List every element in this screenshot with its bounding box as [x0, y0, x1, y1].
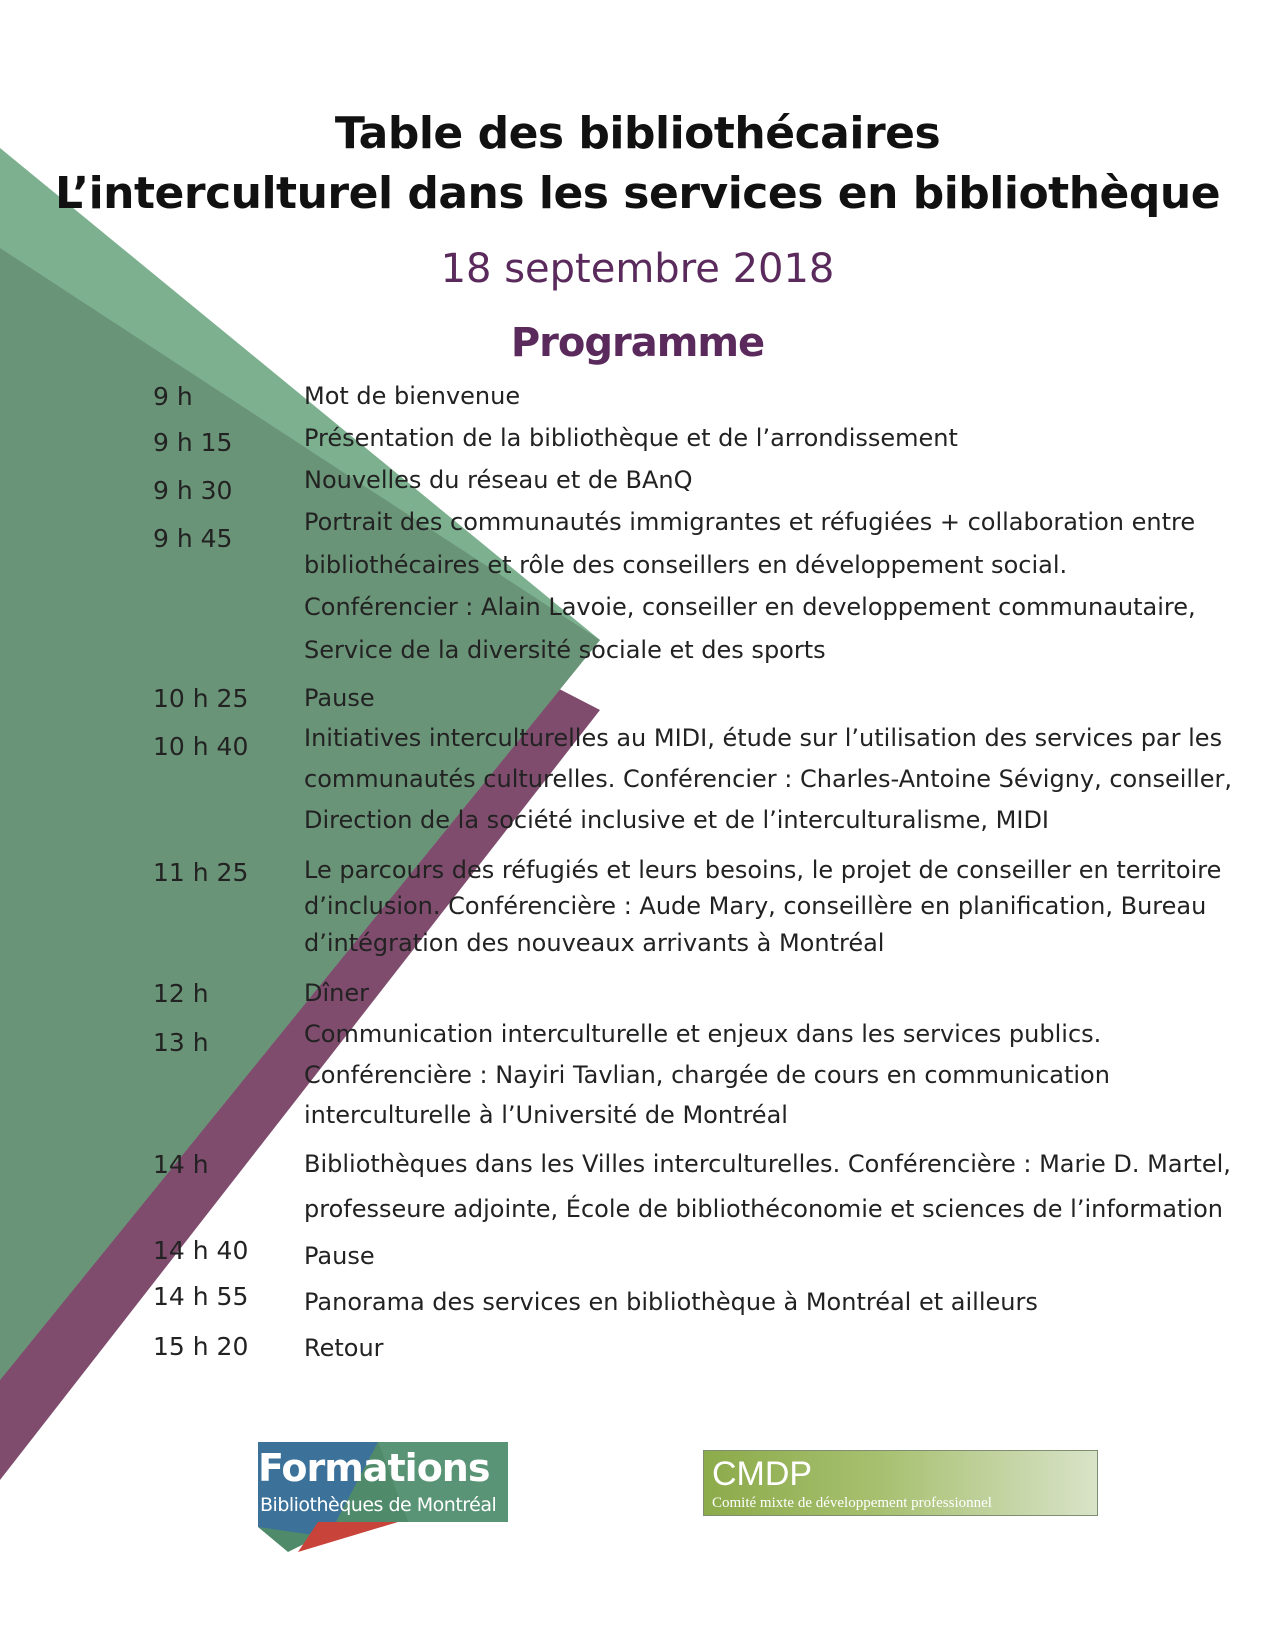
formations-logo-subtitle: Bibliothèques de Montréal	[260, 1494, 497, 1516]
schedule-desc: Portrait des communautés immigrantes et réfugiées + collaboration entre	[304, 508, 1196, 536]
schedule-time: 14 h 55	[153, 1282, 249, 1311]
schedule-desc: Bibliothèques dans les Villes interculturelles. Conférencière : Marie D. Martel,	[304, 1150, 1231, 1178]
event-date: 18 septembre 2018	[440, 246, 835, 292]
schedule-time: 15 h 20	[153, 1332, 249, 1361]
schedule-time: 14 h 40	[153, 1236, 249, 1265]
schedule-time: 9 h 45	[153, 524, 233, 553]
schedule-desc: Nouvelles du réseau et de BAnQ	[304, 466, 693, 494]
schedule-desc: Dîner	[304, 979, 369, 1007]
cmdp-logo	[703, 1450, 1098, 1516]
schedule-desc: Conférencière : Nayiri Tavlian, chargée de cours en communication	[304, 1061, 1110, 1089]
title-line-1: Table des bibliothécaires	[334, 108, 941, 159]
schedule-desc: Mot de bienvenue	[304, 382, 521, 410]
schedule-time: 9 h 15	[153, 428, 233, 457]
schedule-desc: Communication interculturelle et enjeux dans les services publics.	[304, 1020, 1102, 1048]
schedule-time: 13 h	[153, 1028, 209, 1057]
schedule-desc: Présentation de la bibliothèque et de l’arrondissement	[304, 424, 958, 452]
schedule-desc: Pause	[304, 684, 375, 712]
schedule-desc: d’inclusion. Conférencière : Aude Mary, conseillère en planification, Bureau	[304, 892, 1207, 920]
schedule-time: 9 h 30	[153, 476, 233, 505]
schedule-desc: Initiatives interculturelles au MIDI, étude sur l’utilisation des services par les	[304, 724, 1223, 752]
schedule-time: 9 h	[153, 382, 193, 411]
schedule-desc: Retour	[304, 1334, 384, 1362]
title-line-2: L’interculturel dans les services en bibliothèque	[54, 168, 1221, 219]
schedule-time: 10 h 25	[153, 684, 249, 713]
cmdp-logo-acronym: CMDP	[712, 1455, 813, 1493]
schedule-time: 12 h	[153, 979, 209, 1008]
schedule-desc: bibliothécaires et rôle des conseillers en développement social.	[304, 551, 1068, 579]
schedule-desc: Panorama des services en bibliothèque à Montréal et ailleurs	[304, 1288, 1038, 1316]
schedule-desc: Service de la diversité sociale et des sports	[304, 636, 826, 664]
schedule-desc: interculturelle à l’Université de Montréal	[304, 1101, 788, 1129]
schedule-desc: communautés culturelles. Conférencier : Charles-Antoine Sévigny, conseiller,	[304, 765, 1232, 793]
schedule-time: 10 h 40	[153, 732, 249, 761]
schedule-desc: Le parcours des réfugiés et leurs besoins, le projet de conseiller en territoire	[304, 856, 1222, 884]
schedule-desc: Direction de la société inclusive et de l’interculturalisme, MIDI	[304, 806, 1050, 834]
schedule-desc: Conférencier : Alain Lavoie, conseiller en developpement communautaire,	[304, 593, 1196, 621]
schedule-time: 14 h	[153, 1150, 209, 1179]
formations-logo	[258, 1442, 508, 1552]
formations-logo-title: Formations	[258, 1446, 490, 1490]
schedule-desc: professeure adjointe, École de bibliothéconomie et sciences de l’information	[304, 1195, 1223, 1223]
schedule-desc: Pause	[304, 1242, 375, 1270]
schedule-time: 11 h 25	[153, 858, 249, 887]
schedule-desc: d’intégration des nouveaux arrivants à Montréal	[304, 929, 885, 957]
cmdp-logo-fullname: Comité mixte de développement professionnel	[712, 1495, 992, 1511]
programme-heading: Programme	[510, 320, 765, 366]
